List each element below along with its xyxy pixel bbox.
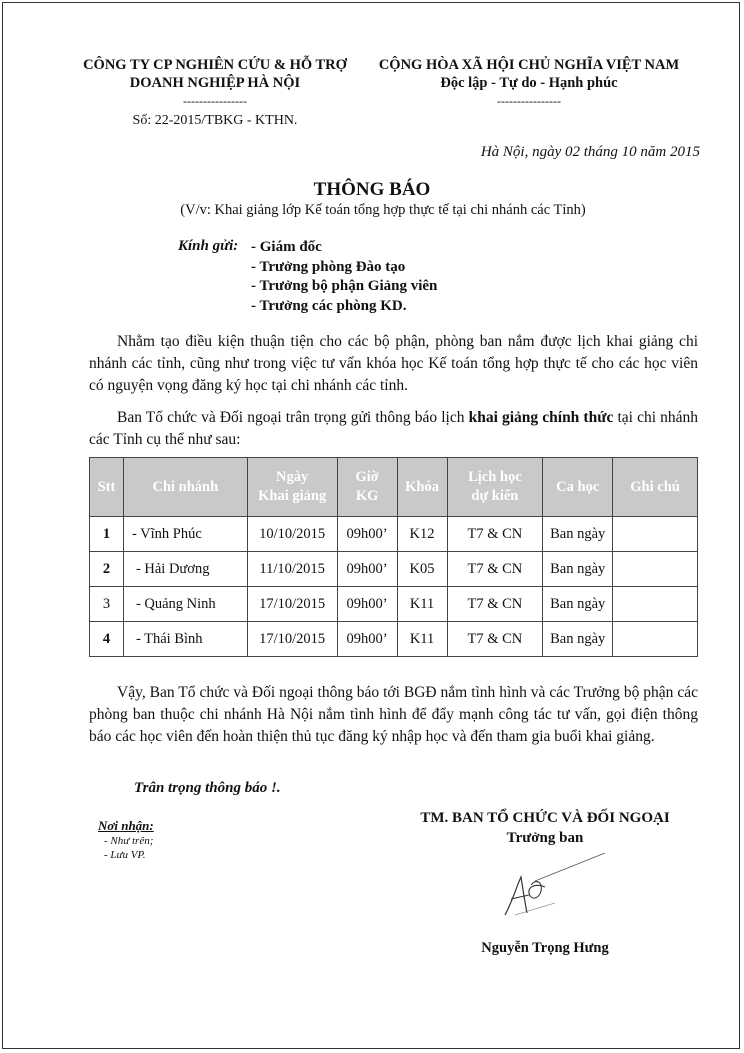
para2-text: Ban Tổ chức và Đối ngoại trân trọng gửi thông báo lịch [117,409,469,426]
cell-stt: 4 [90,622,124,657]
header-branch: Chi nhánh [123,458,247,517]
recipient-item: - Giám đốc [251,239,322,255]
recipients-item: - Lưu VP. [104,849,146,861]
cell-schedule: T7 & CN [447,552,543,587]
cell-shift: Ban ngày [543,552,613,587]
cell-shift: Ban ngày [543,622,613,657]
header-stt: Stt [90,458,124,517]
header-note: Ghi chú [613,458,698,517]
cell-date: 17/10/2015 [247,622,337,657]
signature-org: TM. BAN TỔ CHỨC VÀ ĐỐI NGOẠI [420,810,670,826]
nation-name: CỘNG HÒA XÃ HỘI CHỦ NGHĨA VIỆT NAM [378,57,680,73]
greeting-label: Kính gửi: [178,238,239,254]
cell-shift: Ban ngày [543,587,613,622]
document-number: Số: 22-2015/TBKG - KTHN. [132,113,298,128]
left-divider: ---------------- [183,94,247,108]
nation-motto: Độc lập - Tự do - Hạnh phúc [440,75,618,91]
schedule-table [89,457,698,657]
header-date-line1: Ngày [276,469,309,485]
date-line: Hà Nội, ngày 02 tháng 10 năm 2015 [480,144,700,160]
header-time-line1: Giờ [355,469,379,485]
cell-note [613,552,698,587]
signature-scribble-icon [495,845,615,925]
cell-course: K05 [397,552,447,587]
document-subject: (V/v: Khai giảng lớp Kế toán tổng hợp thực tế tại chi nhánh các Tỉnh) [180,202,586,218]
recipient-item: - Trưởng phòng Đào tạo [251,258,406,275]
signer-name: Nguyễn Trọng Hưng [481,940,609,956]
intro-paragraph: Nhằm tạo điều kiện thuận tiện cho các bộ phận, phòng ban nắm được lịch khai giảng chi nhánh các tỉnh, cũng như trong việc tư vấn khóa học Kế toán tổng hợp thực tế cho các học viên có nguyện vọng đăng ký học tại chi nhánh các tỉnh. [89,333,698,394]
cell-date: 10/10/2015 [247,517,337,552]
cell-branch: - Hải Dương [123,552,247,587]
header-date [247,458,337,517]
table-row [90,517,698,552]
cell-stt: 1 [90,517,124,552]
para2-emphasis: khai giảng chính thức [468,409,614,426]
company-name-line1: CÔNG TY CP NGHIÊN CỨU & HỖ TRỢ [83,57,347,73]
table-row [90,622,698,657]
cell-schedule: T7 & CN [447,622,543,657]
cell-date: 11/10/2015 [247,552,337,587]
recipient-item: - Trưởng bộ phận Giảng viên [251,278,438,294]
cell-note [613,517,698,552]
table-row [90,587,698,622]
cell-schedule: T7 & CN [447,517,543,552]
cell-note [613,622,698,657]
signature-block [395,808,695,848]
signature-role: Trưởng ban [506,830,584,846]
header-time-line2: KG [355,488,379,504]
cell-note [613,587,698,622]
recipients-label: Nơi nhận: [98,818,154,833]
header-course: Khóa [397,458,447,517]
header-schedule-line1: Lịch học [468,469,522,485]
cell-time: 09h00’ [337,587,397,622]
cell-branch: - Vĩnh Phúc [123,517,247,552]
cell-branch: - Quảng Ninh [123,587,247,622]
cell-course: K11 [397,622,447,657]
cell-course: K12 [397,517,447,552]
header-time [337,458,397,517]
table-header-row [90,458,698,517]
header-schedule [447,458,543,517]
cell-time: 09h00’ [337,552,397,587]
table-row [90,552,698,587]
cell-course: K11 [397,587,447,622]
recipients-item: - Như trên; [104,835,154,847]
right-divider: ---------------- [497,94,561,108]
cell-stt: 3 [90,587,124,622]
closing-line: Trân trọng thông báo !. [134,780,281,796]
header-schedule-line2: dự kiến [471,488,519,504]
recipients-block [98,818,154,862]
company-name-line2: DOANH NGHIỆP HÀ NỘI [129,75,301,91]
conclusion-paragraph: Vậy, Ban Tổ chức và Đối ngoại thông báo tới BGĐ nắm tình hình và các Trưởng bộ phận các phòng ban thuộc chi nhánh Hà Nội nắm tình hình để đẩy mạnh công tác tư vấn, gọi điện thông báo các học viên đến hoàn thiện thủ tục đăng ký nhập học và đến tham gia buổi khai giảng. [89,684,698,745]
header-shift: Ca học [543,458,613,517]
cell-time: 09h00’ [337,517,397,552]
announcement-paragraph [89,407,698,451]
header-date-line2: Khai giảng [258,488,327,504]
cell-shift: Ban ngày [543,517,613,552]
greeting-recipients [251,238,437,316]
cell-stt: 2 [90,552,124,587]
para2-text-end: tại chi nhánh các Tỉnh cụ thể như sau: [89,409,698,448]
document-title: THÔNG BÁO [313,179,431,200]
recipient-item: - Trưởng các phòng KD. [251,297,407,314]
company-header [60,56,370,130]
cell-branch: - Thái Bình [123,622,247,657]
national-header [360,56,698,110]
cell-time: 09h00’ [337,622,397,657]
cell-schedule: T7 & CN [447,587,543,622]
cell-date: 17/10/2015 [247,587,337,622]
